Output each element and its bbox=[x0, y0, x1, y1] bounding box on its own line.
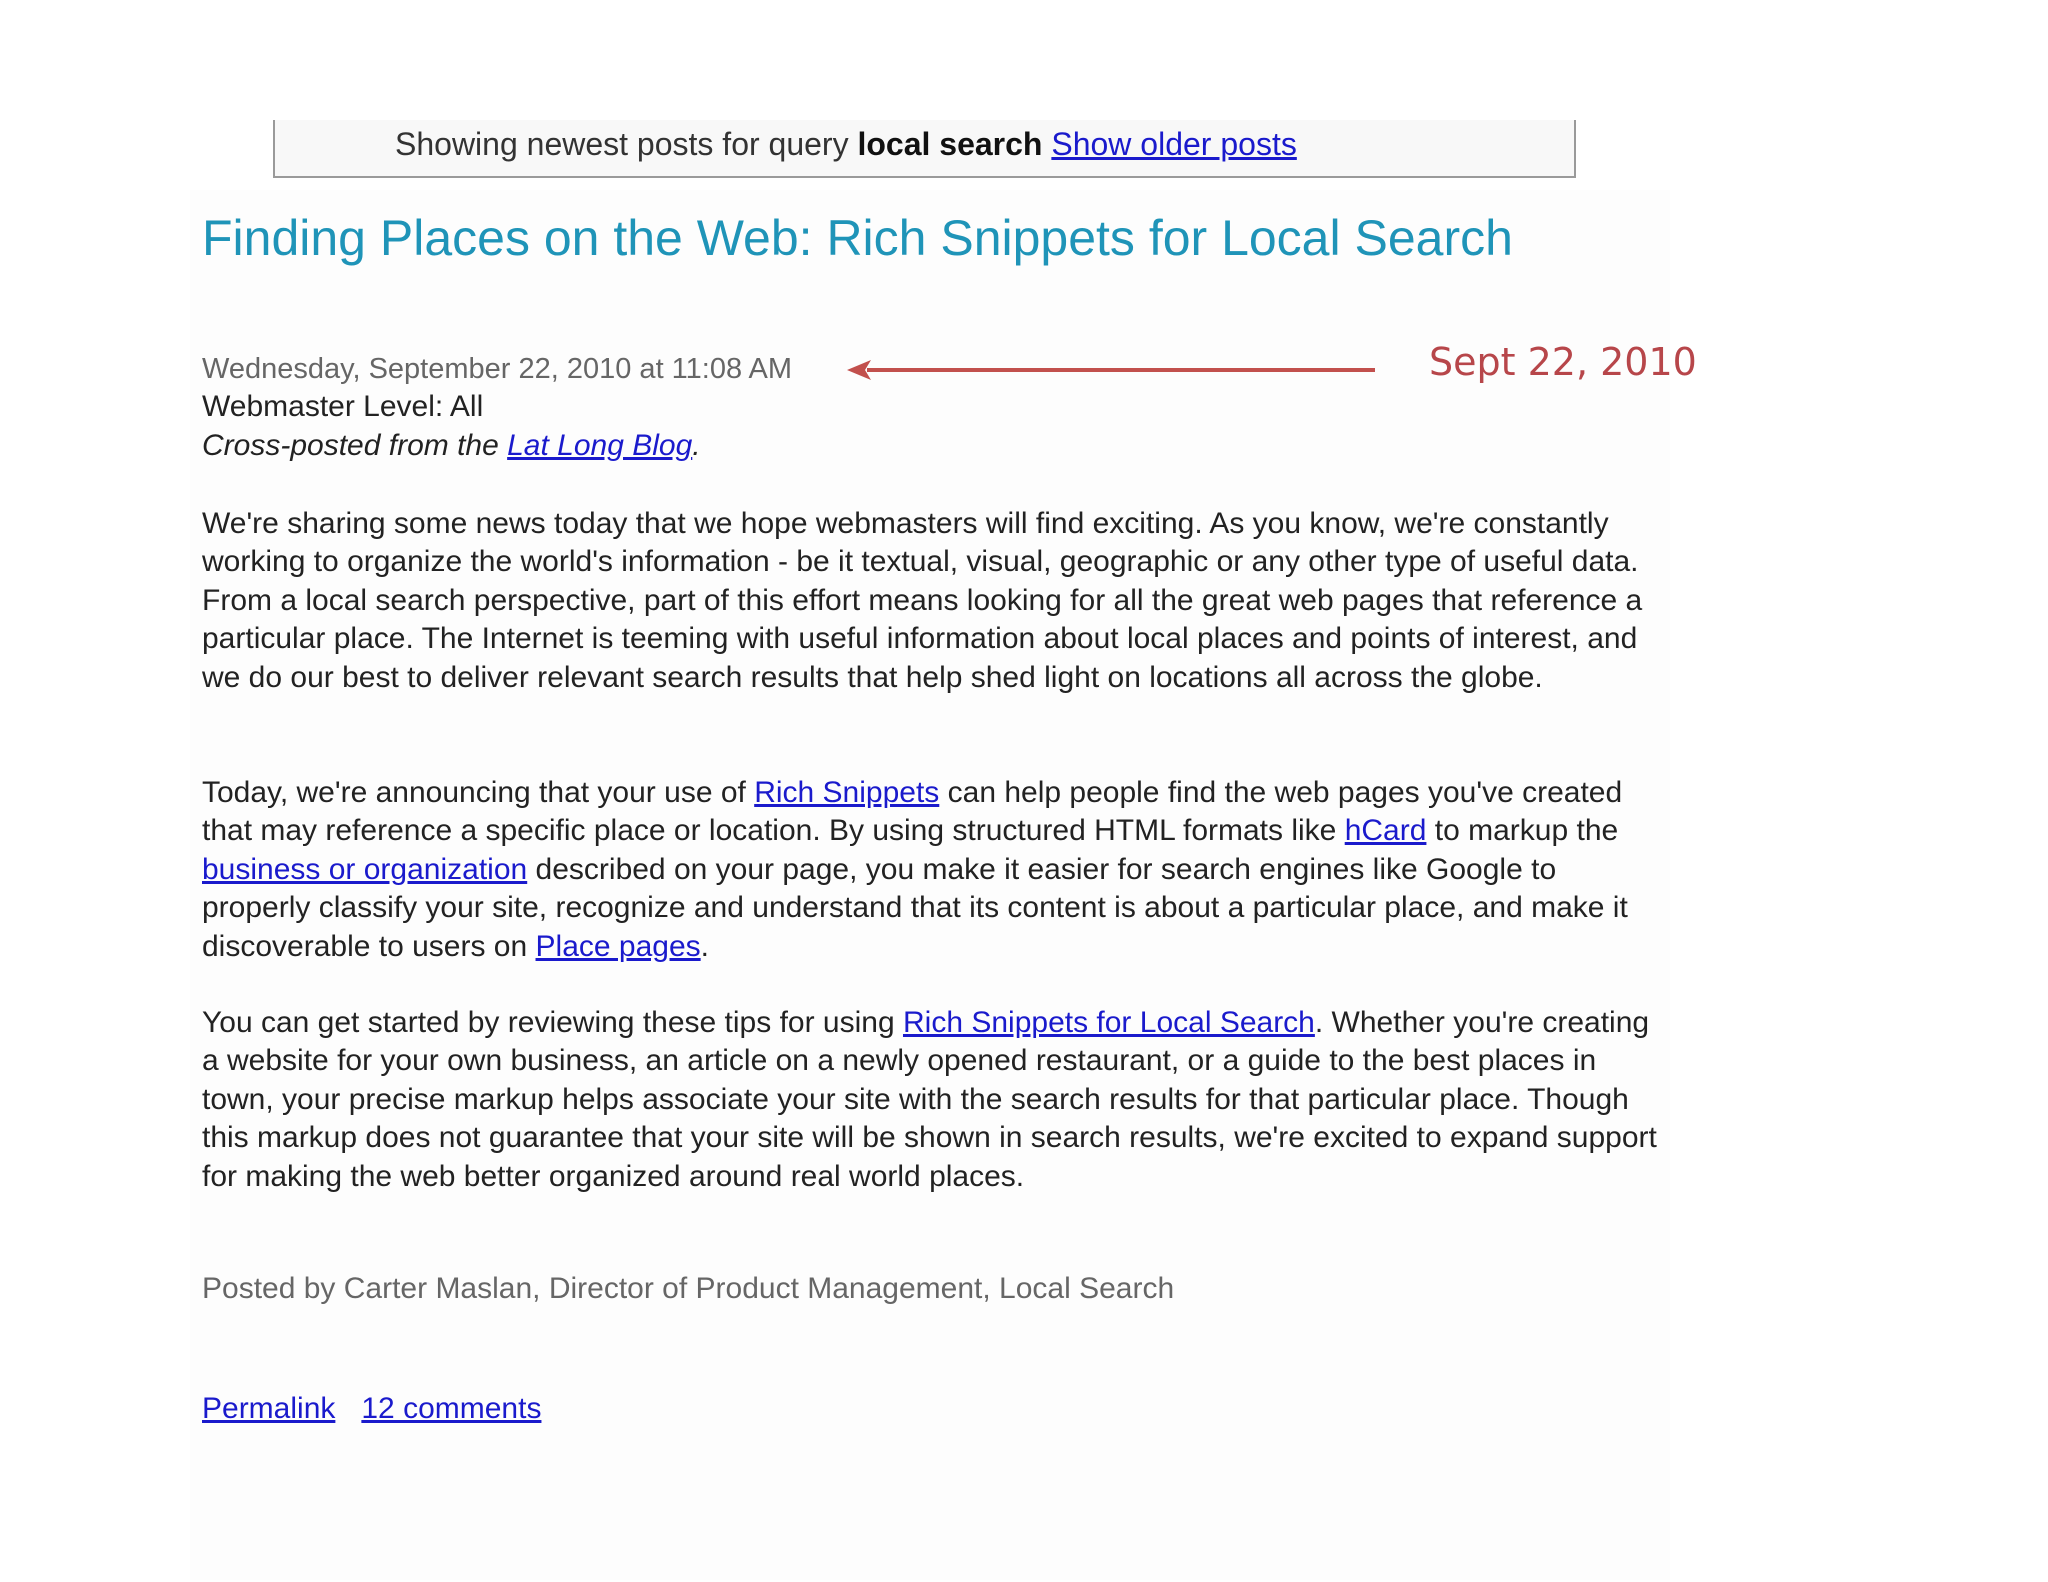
post-date: Wednesday, September 22, 2010 at 11:08 AM bbox=[202, 353, 793, 385]
search-results-notice-box bbox=[273, 120, 1576, 178]
permalink-link[interactable]: Permalink bbox=[202, 1392, 336, 1425]
p2-text-3: to markup the bbox=[1426, 814, 1619, 848]
notice-prefix: Showing newest posts for query bbox=[395, 126, 858, 162]
crosspost-suffix: . bbox=[692, 429, 701, 462]
comments-link[interactable]: 12 comments bbox=[361, 1392, 542, 1425]
notice-query: local search bbox=[857, 126, 1043, 162]
posted-by: Posted by Carter Maslan, Director of Product Management, Local Search bbox=[202, 1272, 1175, 1305]
arrow-left-icon bbox=[845, 355, 1380, 385]
lat-long-blog-link[interactable]: Lat Long Blog bbox=[507, 429, 693, 462]
rich-snippets-link[interactable]: Rich Snippets bbox=[754, 776, 940, 809]
post-title[interactable]: Finding Places on the Web: Rich Snippets for Local Search bbox=[202, 210, 1513, 266]
p2-text-2: can help people find the web pages you've created that may reference a specific place or location. By using structured HTML formats like bbox=[202, 776, 1623, 848]
webmaster-level: Webmaster Level: All bbox=[202, 390, 484, 423]
p3-text-2: . Whether you're creating a website for your own business, an article on a newly opened restaurant, or a guide to the best places in town, your precise markup helps associate your site with the search results for that particular place. Though this markup does not guarantee that your site will be shown in search results, we're excited to expand support for making the web better organized around real world places. bbox=[202, 1006, 1657, 1193]
search-results-notice bbox=[395, 126, 1297, 163]
crosspost-line bbox=[202, 429, 701, 463]
crosspost-prefix: Cross-posted from the bbox=[202, 429, 508, 462]
business-organization-link[interactable]: business or organization bbox=[202, 852, 528, 886]
show-older-posts-link[interactable]: Show older posts bbox=[1051, 126, 1297, 162]
post-paragraph-2 bbox=[202, 774, 1662, 966]
p2-text-1: Today, we're announcing that your use of bbox=[202, 776, 755, 809]
place-pages-link[interactable]: Place pages bbox=[535, 929, 701, 963]
p3-text-1: You can get started by reviewing these tips for using bbox=[202, 1006, 903, 1039]
post-footer-links bbox=[202, 1392, 567, 1426]
p2-text-4: described on your page, you make it easier for search engines like Google to properly classify your site, recognize and understand that its content is about a particular place, and make it discoverable to users on bbox=[202, 852, 1628, 963]
date-annotation: Sept 22, 2010 bbox=[1429, 340, 1697, 384]
hcard-link[interactable]: hCard bbox=[1344, 814, 1427, 848]
post-paragraph-3 bbox=[202, 1004, 1662, 1196]
p2-text-5: . bbox=[700, 929, 709, 963]
rich-snippets-local-search-link[interactable]: Rich Snippets for Local Search bbox=[902, 1006, 1315, 1039]
post-paragraph-1: We're sharing some news today that we hope webmasters will find exciting. As you know, we're constantly working to organize the world's information - be it textual, visual, geographic or any other type of useful data. From a local search perspective, part of this effort means looking for all the great web pages that reference a particular place. The Internet is teeming with useful information about local places and points of interest, and we do our best to deliver relevant search results that help shed light on locations all across the globe. bbox=[202, 507, 1643, 694]
